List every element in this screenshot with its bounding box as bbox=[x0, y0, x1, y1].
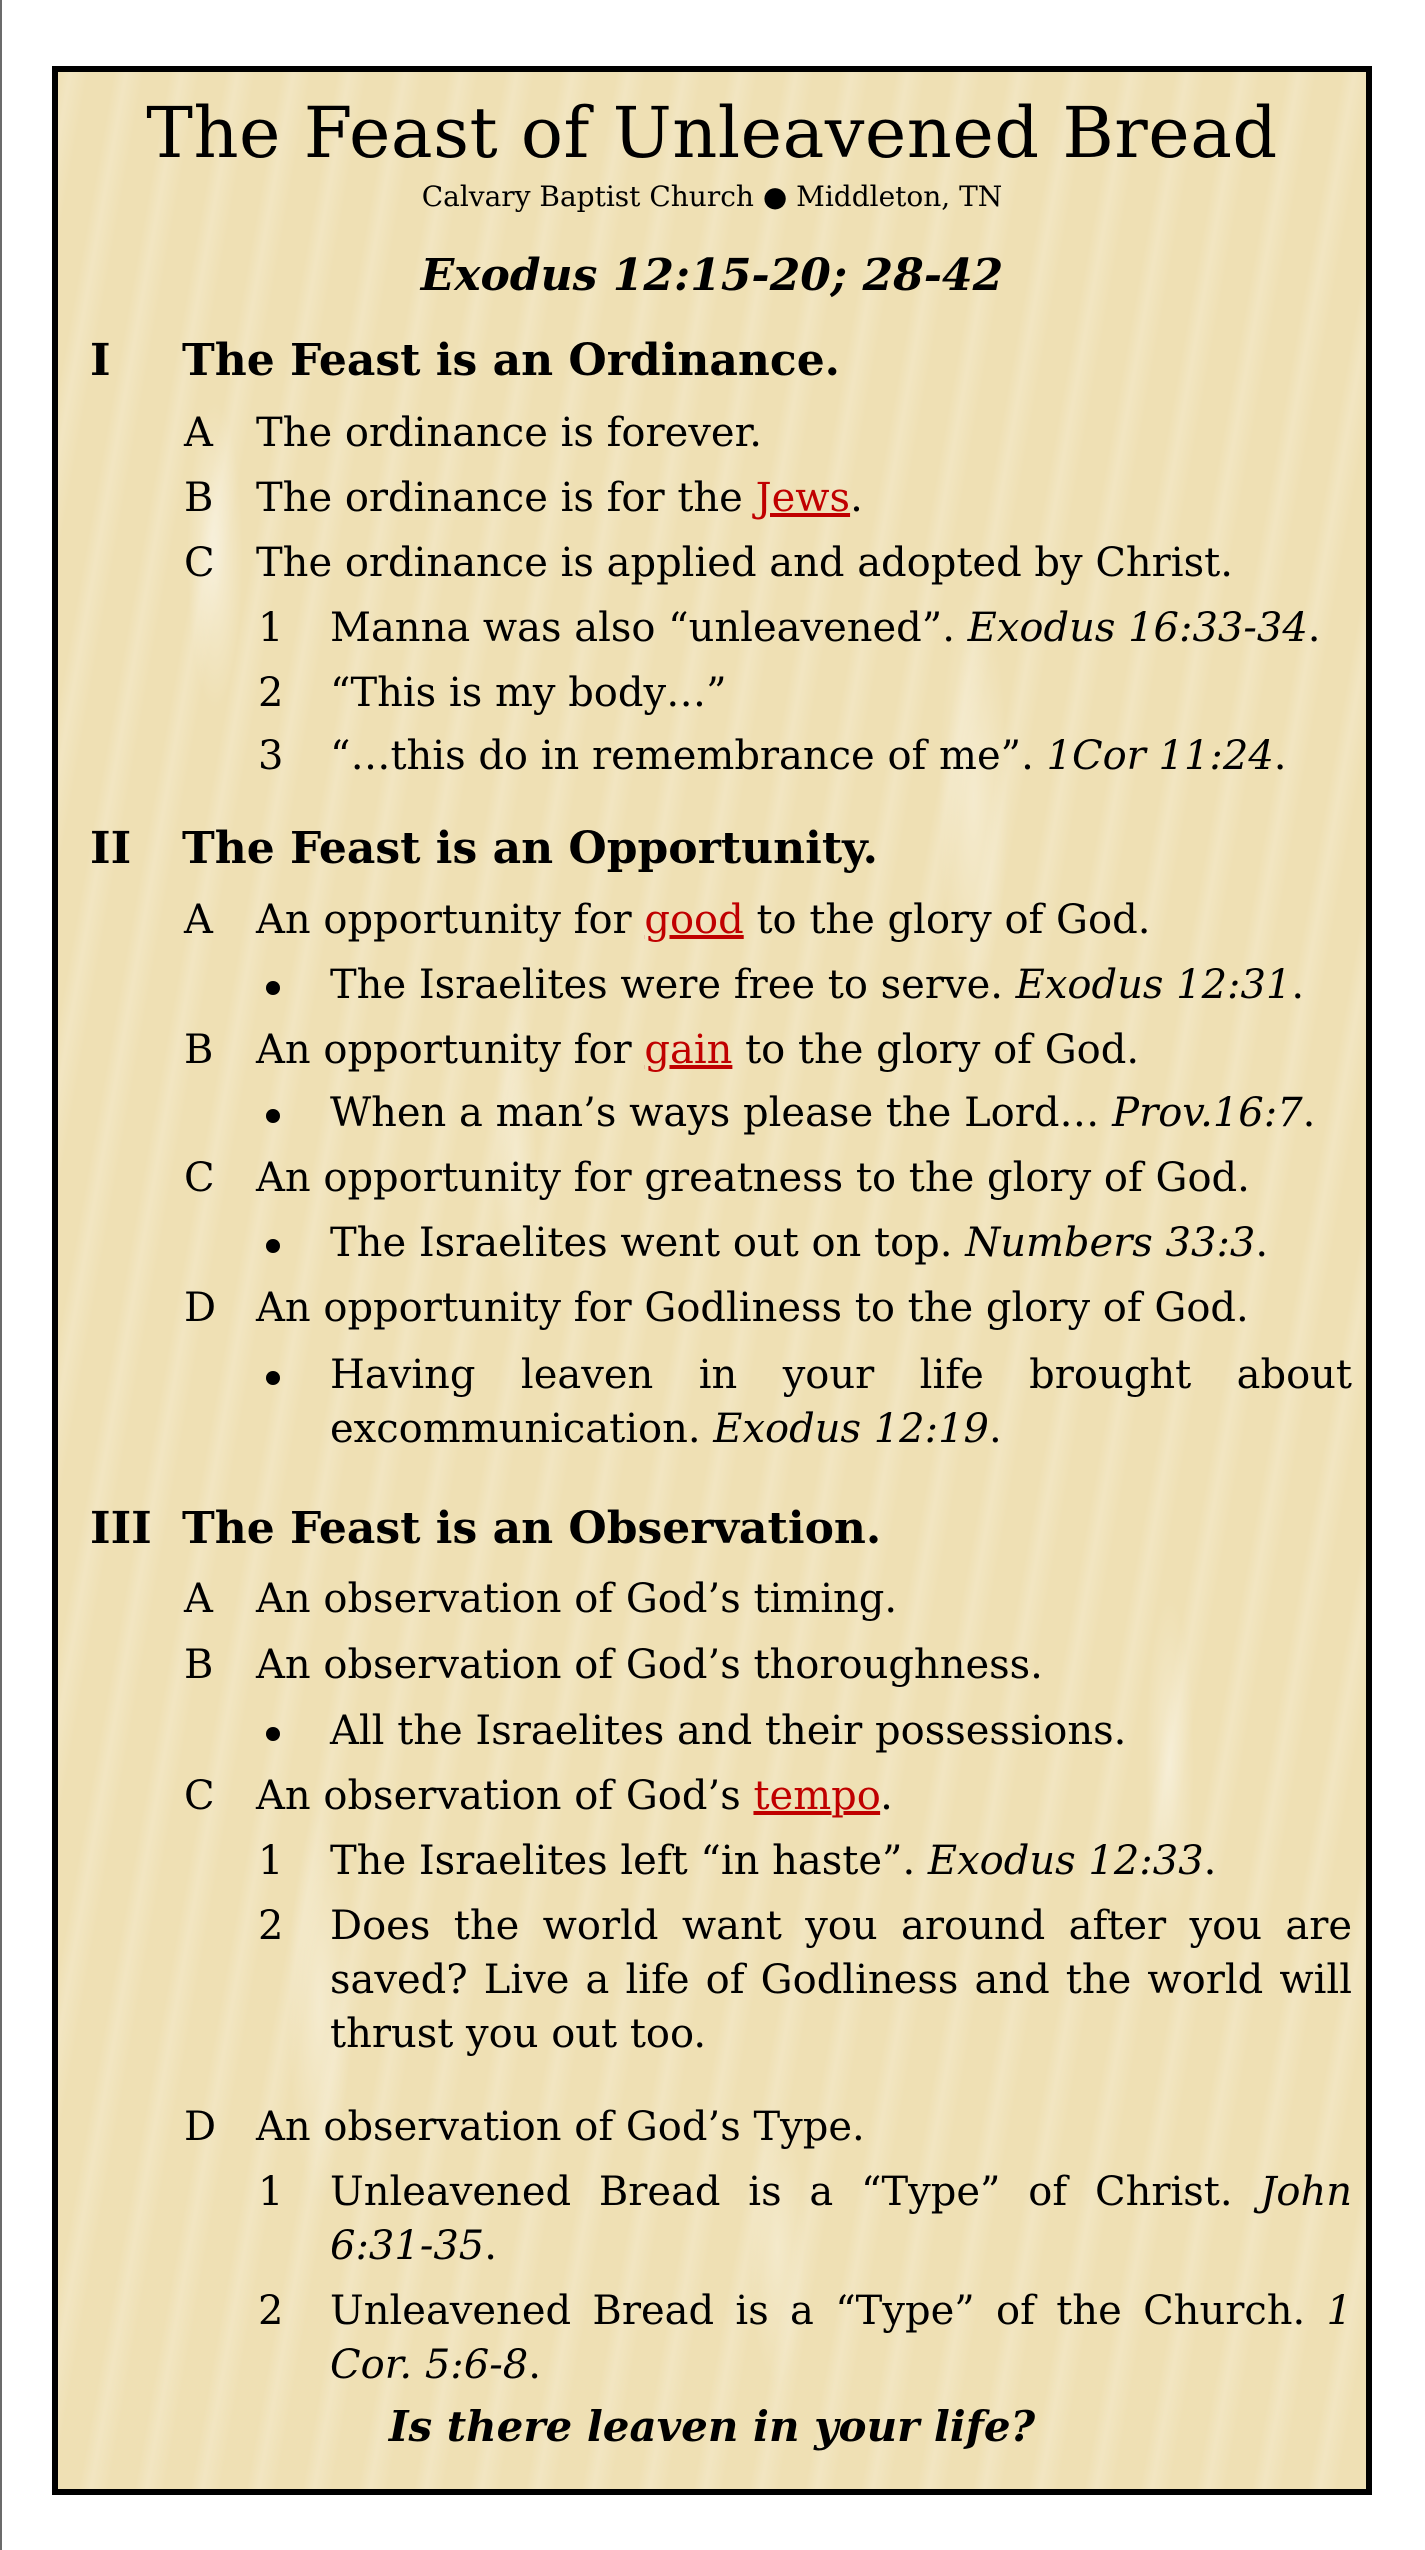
verse-reference: Exodus 12:19 bbox=[713, 1406, 990, 1452]
verse-reference: 1 Cor. 5:6-8 bbox=[330, 2288, 1352, 2388]
item-marker: D bbox=[184, 1285, 217, 1331]
item-marker: B bbox=[184, 1642, 214, 1688]
item-marker: A bbox=[184, 1576, 213, 1622]
highlight-word: good bbox=[644, 897, 744, 943]
highlight-word: tempo bbox=[753, 1773, 881, 1819]
scripture-reference: Exodus 12:15-20; 28-42 bbox=[420, 250, 1004, 301]
item-text: An observation of God’s thoroughness. bbox=[256, 1642, 1043, 1688]
text-part: . bbox=[484, 2223, 497, 2269]
item-text bbox=[330, 2284, 1352, 2392]
bullet-icon bbox=[266, 1348, 280, 1402]
section-title: The Feast is an Observation. bbox=[182, 1503, 882, 1554]
text-part: The Israelites went out on top. bbox=[330, 1220, 966, 1266]
item-text bbox=[330, 1348, 1352, 1456]
item-text bbox=[256, 1023, 1139, 1077]
section-title: The Feast is an Ordinance. bbox=[182, 335, 841, 386]
church-subtitle: Calvary Baptist Church ● Middleton, TN bbox=[421, 180, 1003, 213]
item-text: Does the world want you around after you are saved? Live a life of Godliness and the world will thrust you out too. bbox=[330, 1903, 1352, 2057]
bullet-icon bbox=[266, 1704, 280, 1758]
bullet-icon bbox=[266, 1086, 280, 1140]
section-title: The Feast is an Opportunity. bbox=[182, 823, 878, 874]
verse-reference: Exodus 16:33-34 bbox=[967, 605, 1308, 651]
item-marker: 1 bbox=[258, 605, 284, 651]
text-part: The Israelites left “in haste”. bbox=[330, 1838, 928, 1884]
text-part: . bbox=[1307, 605, 1321, 651]
item-marker: 3 bbox=[258, 733, 284, 779]
item-text bbox=[256, 1769, 893, 1823]
item-text bbox=[330, 2165, 1352, 2273]
document-title: The Feast of Unleavened Bread bbox=[146, 92, 1278, 174]
section-numeral: III bbox=[90, 1503, 152, 1554]
item-marker: C bbox=[184, 1773, 215, 1819]
text-part: . bbox=[1273, 733, 1287, 779]
item-text bbox=[330, 958, 1304, 1012]
text-part: When a man’s ways please the Lord… bbox=[330, 1090, 1113, 1136]
item-marker: 2 bbox=[258, 670, 284, 716]
text-part: Unleavened Bread is a “Type” of Christ. bbox=[330, 2169, 1261, 2215]
verse-reference: Exodus 12:31 bbox=[1015, 962, 1292, 1008]
page-edge-line bbox=[0, 0, 2, 2550]
item-text: “This is my body…” bbox=[330, 670, 727, 716]
closing-question: Is there leaven in your life? bbox=[388, 2402, 1036, 2451]
text-part: . bbox=[1291, 962, 1305, 1008]
item-marker: A bbox=[184, 897, 213, 943]
text-part: to the glory of God. bbox=[743, 897, 1151, 943]
item-text: The ordinance is applied and adopted by Christ. bbox=[256, 540, 1233, 586]
item-text bbox=[330, 1834, 1216, 1888]
section-numeral: I bbox=[90, 335, 111, 386]
item-marker: 1 bbox=[258, 1838, 284, 1884]
item-text: The ordinance is forever. bbox=[256, 410, 763, 456]
verse-reference: Prov.16:7 bbox=[1112, 1090, 1303, 1136]
item-text: An observation of God’s timing. bbox=[256, 1576, 898, 1622]
item-marker: C bbox=[184, 540, 215, 586]
item-marker: B bbox=[184, 1027, 214, 1073]
text-part: to the glory of God. bbox=[732, 1027, 1140, 1073]
item-marker: 2 bbox=[258, 2288, 284, 2334]
item-marker: C bbox=[184, 1155, 215, 1201]
text-part: . bbox=[989, 1406, 1002, 1452]
verse-reference: 1Cor 11:24 bbox=[1046, 733, 1274, 779]
text-part: Unleavened Bread is a “Type” of the Church. bbox=[330, 2288, 1327, 2334]
text-part: An observation of God’s bbox=[256, 1773, 754, 1819]
item-text bbox=[256, 471, 863, 525]
outline-card bbox=[52, 66, 1372, 2495]
item-text bbox=[330, 729, 1287, 783]
verse-reference: Numbers 33:3 bbox=[965, 1220, 1256, 1266]
text-part: The ordinance is for the bbox=[256, 475, 756, 521]
text-part: . bbox=[1255, 1220, 1269, 1266]
highlight-word: Jews bbox=[755, 475, 851, 521]
item-text: An opportunity for greatness to the glory of God. bbox=[256, 1155, 1250, 1201]
bullet-icon bbox=[266, 958, 280, 1012]
item-marker: 1 bbox=[258, 2169, 284, 2215]
item-text: All the Israelites and their possessions. bbox=[330, 1708, 1127, 1754]
item-marker: A bbox=[184, 410, 213, 456]
section-numeral: II bbox=[90, 823, 132, 874]
text-part: . bbox=[528, 2342, 541, 2388]
bullet-icon bbox=[266, 1216, 280, 1270]
text-part: . bbox=[850, 475, 863, 521]
text-part: An opportunity for bbox=[256, 897, 645, 943]
item-text bbox=[256, 893, 1150, 947]
verse-reference: John 6:31-35 bbox=[330, 2169, 1352, 2269]
highlight-word: gain bbox=[644, 1027, 733, 1073]
item-text: An observation of God’s Type. bbox=[256, 2104, 865, 2150]
text-part: An opportunity for bbox=[256, 1027, 645, 1073]
item-marker: D bbox=[184, 2104, 217, 2150]
text-part: . bbox=[880, 1773, 893, 1819]
item-text bbox=[330, 1216, 1268, 1270]
text-part: The Israelites were free to serve. bbox=[330, 962, 1016, 1008]
text-part: Manna was also “unleavened”. bbox=[330, 605, 968, 651]
text-part: . bbox=[1203, 1838, 1217, 1884]
text-part: Having leaven in your life brought about excommunication. bbox=[330, 1352, 1352, 1452]
item-text bbox=[330, 601, 1321, 655]
item-marker: B bbox=[184, 475, 214, 521]
verse-reference: Exodus 12:33 bbox=[927, 1838, 1204, 1884]
item-text bbox=[330, 1086, 1315, 1140]
text-part: “…this do in remembrance of me”. bbox=[330, 733, 1047, 779]
text-part: . bbox=[1302, 1090, 1316, 1136]
item-marker: 2 bbox=[258, 1903, 284, 1949]
item-text: An opportunity for Godliness to the glory of God. bbox=[256, 1285, 1249, 1331]
